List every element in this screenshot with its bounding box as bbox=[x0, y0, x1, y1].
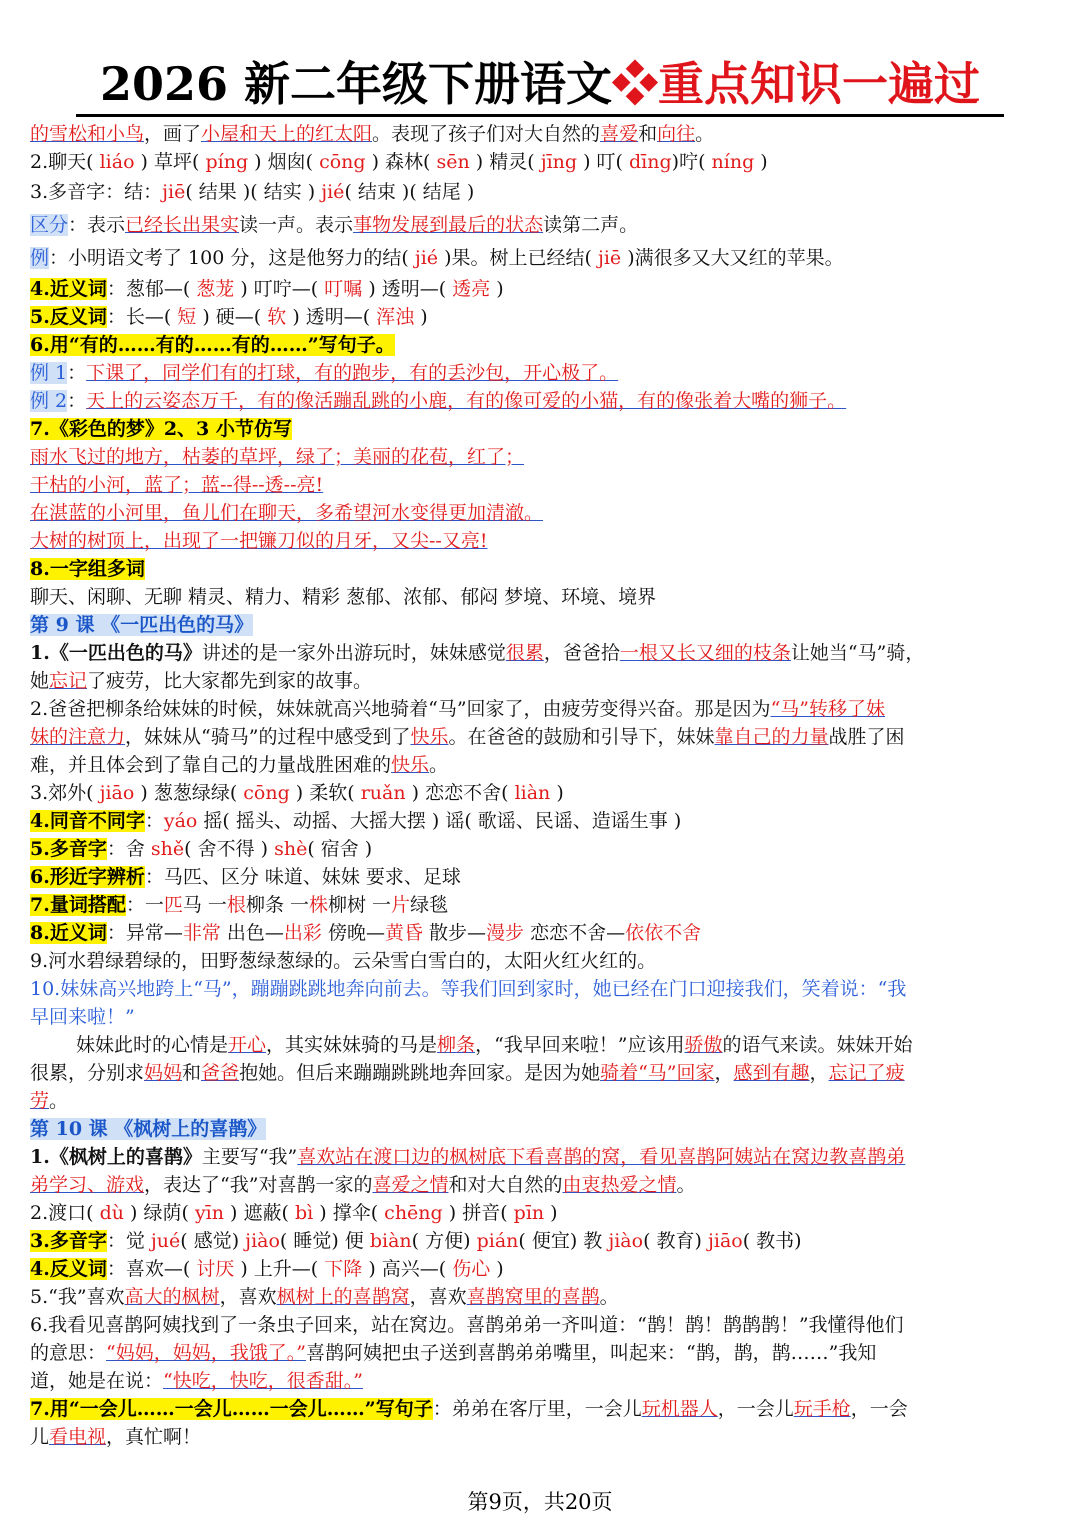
answer-text: 骑着“马”回家 bbox=[600, 1062, 715, 1084]
text-span: 抱她。但后来蹦蹦跳跳地奔回家。是因为她 bbox=[239, 1062, 601, 1084]
text-span: 3.多音字：结： bbox=[30, 181, 163, 203]
title-main: 2026 新二年级下册语文 bbox=[99, 57, 613, 111]
answer-text: jiē bbox=[162, 181, 186, 203]
document-body bbox=[30, 120, 1052, 1451]
answer-text: 下课了，同学们有的打球，有的跑步，有的丢沙包，开心极了。 bbox=[86, 362, 619, 384]
text-span: ： bbox=[67, 362, 87, 384]
answer-text: jué bbox=[150, 1230, 181, 1252]
answer-text: 喜欢站在渡口边的枫树底下看喜鹊的窝，看见喜鹊阿姨站在窝边教喜鹊弟 bbox=[297, 1146, 906, 1168]
text-line bbox=[30, 919, 1052, 947]
text-line bbox=[30, 148, 1052, 176]
text-span: 出色— bbox=[220, 922, 284, 944]
answer-text: cōng bbox=[319, 151, 366, 173]
answer-text: 小屋和天上的红太阳 bbox=[201, 123, 373, 145]
text-span: )满很多又大又红的苹果。 bbox=[621, 247, 844, 269]
text-line bbox=[30, 891, 1052, 919]
text-span: ) 恋恋不舍( bbox=[405, 782, 515, 804]
answer-text: 黄昏 bbox=[384, 922, 423, 944]
text-span: ， bbox=[714, 1062, 734, 1084]
text-span: ：表示 bbox=[68, 214, 126, 236]
text-span: ) 绿荫( bbox=[124, 1202, 195, 1224]
section-heading: 4.同音不同字 bbox=[30, 810, 145, 832]
text-line bbox=[30, 835, 1052, 863]
text-span: 和对大自然的 bbox=[448, 1174, 563, 1196]
text-span: ( 舍不得 ) bbox=[184, 838, 275, 860]
answer-text: 弟学习、游戏 bbox=[30, 1174, 145, 1196]
text-span: ( 便宜) 教 bbox=[518, 1230, 609, 1252]
section-heading: 6.用“有的……有的……有的……”写句子。 bbox=[30, 334, 395, 356]
text-line bbox=[30, 639, 1052, 667]
answer-text: pīn bbox=[513, 1202, 545, 1224]
answer-text: jiē bbox=[597, 247, 622, 269]
text-span: ) 透明—( bbox=[286, 306, 377, 328]
answer-text: 很累 bbox=[505, 642, 544, 664]
answer-text: 快乐 bbox=[410, 726, 449, 748]
text-span: 9.河水碧绿碧绿的，田野葱绿葱绿的。云朵雪白雪白的，太阳火红火红的。 bbox=[30, 950, 657, 972]
answer-text: 例 2 bbox=[30, 390, 68, 412]
answer-text: 喜鹊窝里的喜鹊 bbox=[466, 1286, 600, 1308]
answer-text: 喜爱之情 bbox=[372, 1174, 449, 1196]
text-line bbox=[30, 275, 1052, 303]
answer-text: 例 1 bbox=[30, 362, 68, 384]
text-line bbox=[30, 1171, 1052, 1199]
answer-text: 伤心 bbox=[452, 1258, 491, 1280]
text-span: ：小明语文考了 100 分，这是他努力的结( bbox=[49, 247, 415, 269]
text-line bbox=[30, 1283, 1052, 1311]
text-span: 聊天、闲聊、无聊 精灵、精力、精彩 葱郁、浓郁、郁闷 梦境、环境、境界 bbox=[30, 586, 657, 608]
answer-text: bì bbox=[294, 1202, 314, 1224]
text-span: ，表达了“我”对喜鹊一家的 bbox=[144, 1174, 373, 1196]
text-line bbox=[30, 120, 1052, 148]
text-span: ( 方便) bbox=[411, 1230, 477, 1252]
text-span: ) 高兴—( bbox=[362, 1258, 453, 1280]
answer-text: 软 bbox=[267, 306, 287, 328]
text-line bbox=[30, 975, 1052, 1003]
text-span: 妹妹此时的心情是 bbox=[76, 1034, 229, 1056]
answer-text: jié bbox=[321, 181, 345, 203]
answer-text: 区分 bbox=[30, 214, 69, 236]
answer-text: 在湛蓝的小河里，鱼儿们在聊天，多希望河水变得更加清澈。 bbox=[30, 502, 544, 524]
text-line bbox=[30, 387, 1052, 415]
text-span: ：一 bbox=[125, 894, 164, 916]
text-line bbox=[30, 209, 1052, 242]
text-span: ，喜欢 bbox=[409, 1286, 467, 1308]
text-line bbox=[30, 499, 1052, 527]
text-line bbox=[30, 1115, 1052, 1143]
text-line bbox=[30, 331, 1052, 359]
answer-text: 骄傲 bbox=[684, 1034, 723, 1056]
text-span: ：舍 bbox=[106, 838, 151, 860]
answer-text: 天上的云姿态万千，有的像活蹦乱跳的小鹿，有的像可爱的小猫，有的像张着大嘴的狮子。 bbox=[86, 390, 847, 412]
section-heading: 4.反义词 bbox=[30, 1258, 107, 1280]
text-span: 。 bbox=[676, 1174, 696, 1196]
text-span: ( 教育) bbox=[643, 1230, 708, 1252]
answer-text: chēng bbox=[384, 1202, 443, 1224]
text-span: ：弟弟在客厅里，一会儿 bbox=[432, 1398, 642, 1420]
answer-text: 10.妹妹高兴地跨上“马”，蹦蹦跳跳地奔向前去。等我们回到家时，她已经在门口迎接我们，笑着说：“我 bbox=[30, 978, 907, 1000]
text-span: ，妹妹从“骑马”的过程中感受到了 bbox=[125, 726, 411, 748]
answer-text: yáo bbox=[163, 810, 198, 832]
text-span: 。 bbox=[695, 123, 715, 145]
answer-text: 下降 bbox=[324, 1258, 363, 1280]
text-span: ( 睡觉) 便 bbox=[279, 1230, 370, 1252]
text-span: 读一声。表示 bbox=[239, 214, 354, 236]
text-span: ) 硬—( bbox=[196, 306, 268, 328]
answer-text: yīn bbox=[194, 1202, 225, 1224]
section-heading: 5.反义词 bbox=[30, 306, 107, 328]
text-line bbox=[30, 527, 1052, 555]
answer-text: 看电视 bbox=[49, 1426, 107, 1448]
answer-text: jīng bbox=[540, 151, 578, 173]
section-heading: 第 10 课 《枫树上的喜鹊》 bbox=[30, 1118, 267, 1140]
answer-text: ruǎn bbox=[360, 782, 406, 804]
answer-text: 忘记 bbox=[49, 670, 88, 692]
text-line bbox=[30, 1395, 1052, 1423]
answer-text: 靠自己的力量 bbox=[714, 726, 829, 748]
text-span: ( 结束 )( 结尾 ) bbox=[344, 181, 475, 203]
text-span: 儿 bbox=[30, 1426, 50, 1448]
answer-text: 叮嘱 bbox=[324, 278, 363, 300]
text-span: ) 烟囱( bbox=[248, 151, 320, 173]
text-span: ) 透明—( bbox=[362, 278, 453, 300]
text-span: ) 拼音( bbox=[442, 1202, 514, 1224]
text-line bbox=[30, 779, 1052, 807]
answer-text: 短 bbox=[177, 306, 197, 328]
answer-text: 漫步 bbox=[486, 922, 525, 944]
diamond-icon: ❖ bbox=[612, 57, 659, 111]
text-line bbox=[30, 1227, 1052, 1255]
text-span: ) 叮咛—( bbox=[234, 278, 325, 300]
answer-text: 葱茏 bbox=[196, 278, 235, 300]
answer-text: píng bbox=[205, 151, 249, 173]
answer-text: 雨水飞过的地方，枯萎的草坪，绿了；美丽的花苞，红了； bbox=[30, 446, 525, 468]
text-line bbox=[30, 667, 1052, 695]
answer-text: 匹 bbox=[163, 894, 183, 916]
section-heading: 第 9 课 《一匹出色的马》 bbox=[30, 614, 254, 636]
answer-text: 感到有趣 bbox=[733, 1062, 810, 1084]
section-heading: 3.多音字 bbox=[30, 1230, 107, 1252]
text-span: ) 柔软( bbox=[289, 782, 361, 804]
text-span: ) bbox=[544, 1202, 558, 1224]
text-span: 主要写“我” bbox=[201, 1146, 298, 1168]
text-span: 的语气来读。妹妹开始 bbox=[722, 1034, 913, 1056]
answer-text: 柳条 bbox=[437, 1034, 476, 1056]
text-span: ) bbox=[754, 151, 768, 173]
text-span: 。在爸爸的鼓励和引导下，妹妹 bbox=[448, 726, 715, 748]
section-heading: 4.近义词 bbox=[30, 278, 107, 300]
text-span: 恋恋不舍— bbox=[524, 922, 626, 944]
text-span: ： bbox=[67, 390, 87, 412]
answer-text: 开心 bbox=[228, 1034, 267, 1056]
text-line bbox=[30, 176, 1052, 209]
title-highlight: 重点知识一遍过 bbox=[658, 57, 981, 111]
answer-text: 喜爱 bbox=[600, 123, 639, 145]
text-line bbox=[30, 1367, 1052, 1395]
answer-text: 忘记了疲 bbox=[828, 1062, 905, 1084]
answer-text: 出彩 bbox=[283, 922, 322, 944]
title-divider bbox=[76, 114, 1004, 117]
answer-text: jiāo bbox=[707, 1230, 743, 1252]
text-line bbox=[30, 555, 1052, 583]
answer-text: 劳 bbox=[30, 1090, 50, 1112]
answer-text: 非常 bbox=[182, 922, 221, 944]
text-span: 散步— bbox=[423, 922, 487, 944]
text-span: ：长—( bbox=[106, 306, 178, 328]
answer-text: jiào bbox=[608, 1230, 644, 1252]
text-span: ) 上升—( bbox=[234, 1258, 325, 1280]
text-span: ) bbox=[490, 278, 504, 300]
answer-text: dīng bbox=[629, 151, 672, 173]
text-line bbox=[30, 359, 1052, 387]
answer-text: 高大的枫树 bbox=[124, 1286, 220, 1308]
text-span: 3.郊外( bbox=[30, 782, 100, 804]
answer-text: 株 bbox=[308, 894, 328, 916]
answer-text: liàn bbox=[514, 782, 551, 804]
section-heading: 5.多音字 bbox=[30, 838, 107, 860]
answer-text: 的雪松和小鸟 bbox=[30, 123, 145, 145]
text-span: ( 宿舍 ) bbox=[307, 838, 373, 860]
text-span: ，“我早回来啦！”应该用 bbox=[475, 1034, 685, 1056]
text-span: 战胜了困 bbox=[828, 726, 905, 748]
text-line bbox=[30, 1143, 1052, 1171]
text-span: ：马匹、区分 味道、妹妹 要求、足球 bbox=[144, 866, 461, 888]
text-span: ，喜欢 bbox=[219, 1286, 277, 1308]
text-span: 喜鹊阿姨把虫子送到喜鹊弟弟嘴里，叫起来：“鹊，鹊，鹊……”我知 bbox=[305, 1342, 877, 1364]
text-line bbox=[30, 1199, 1052, 1227]
text-span: ( 结果 )( 结实 ) bbox=[185, 181, 322, 203]
text-span: 。表现了孩子们对大自然的 bbox=[372, 123, 601, 145]
answer-text: jié bbox=[414, 247, 439, 269]
text-span: 马 一 bbox=[182, 894, 227, 916]
text-line bbox=[30, 863, 1052, 891]
answer-text: 早回来啦！” bbox=[30, 1006, 135, 1028]
text-line bbox=[30, 807, 1052, 835]
text-span: ) 遮蔽( bbox=[224, 1202, 295, 1224]
text-span: 了疲劳，比大家都先到家的故事。 bbox=[87, 670, 373, 692]
answer-text: 玩机器人 bbox=[641, 1398, 718, 1420]
text-span: 。 bbox=[429, 754, 449, 776]
text-span: ) 葱葱绿绿( bbox=[134, 782, 244, 804]
answer-text: sēn bbox=[436, 151, 470, 173]
answer-text: pián bbox=[476, 1230, 519, 1252]
text-span: ) bbox=[490, 1258, 504, 1280]
text-span: ：觉 bbox=[106, 1230, 151, 1252]
text-span: 5.“我”喜欢 bbox=[30, 1286, 125, 1308]
text-line bbox=[30, 303, 1052, 331]
text-line bbox=[30, 443, 1052, 471]
text-span: 和 bbox=[182, 1062, 202, 1084]
text-span: 难，并且体会到了靠自己的力量战胜困难的 bbox=[30, 754, 392, 776]
answer-text: 爸爸 bbox=[201, 1062, 240, 1084]
text-span: )咛( bbox=[671, 151, 712, 173]
text-line bbox=[30, 1255, 1052, 1283]
text-span: 绿毯 bbox=[410, 894, 449, 916]
answer-text: jiào bbox=[245, 1230, 280, 1252]
answer-text: 一根又长又细的枝条 bbox=[619, 642, 791, 664]
text-span: ( 教书) bbox=[742, 1230, 802, 1252]
text-line bbox=[30, 1003, 1052, 1031]
page-title bbox=[0, 52, 1080, 116]
text-span: ，真忙啊！ bbox=[106, 1426, 202, 1448]
answer-text: 干枯的小河，蓝了；蓝--得--透--亮! bbox=[30, 474, 324, 496]
text-line bbox=[30, 1311, 1052, 1339]
text-span: ) 森林( bbox=[365, 151, 437, 173]
text-span: ) bbox=[414, 306, 428, 328]
section-heading: 7.用“一会儿……一会儿……一会儿……”写句子 bbox=[30, 1398, 433, 1420]
answer-text: dù bbox=[99, 1202, 124, 1224]
text-line bbox=[30, 611, 1052, 639]
text-span: ) 草坪( bbox=[134, 151, 206, 173]
text-line bbox=[30, 723, 1052, 751]
answer-text: 透亮 bbox=[452, 278, 491, 300]
text-span: 让她当“马”骑， bbox=[790, 642, 925, 664]
text-span: ) bbox=[550, 782, 564, 804]
answer-text: 枫树上的喜鹊窝 bbox=[276, 1286, 410, 1308]
section-heading: 8.近义词 bbox=[30, 922, 107, 944]
text-span: ，一会 bbox=[850, 1398, 908, 1420]
answer-text: 例 bbox=[30, 247, 50, 269]
text-span: )果。树上已经结( bbox=[438, 247, 598, 269]
answer-text: cōng bbox=[243, 782, 290, 804]
text-line bbox=[30, 1423, 1052, 1451]
answer-text: shè bbox=[274, 838, 308, 860]
text-span: 。 bbox=[49, 1090, 69, 1112]
text-span: ) 精灵( bbox=[469, 151, 541, 173]
answer-text: liáo bbox=[99, 151, 135, 173]
answer-text: 向往 bbox=[657, 123, 696, 145]
answer-text: 1.《一匹出色的马》 bbox=[30, 642, 202, 664]
text-span: ： bbox=[144, 810, 164, 832]
answer-text: 事物发展到最后的状态 bbox=[353, 214, 544, 236]
text-line bbox=[30, 583, 1052, 611]
answer-text: 片 bbox=[391, 894, 411, 916]
answer-text: “马”转移了妹 bbox=[770, 698, 885, 720]
answer-text: 讨厌 bbox=[196, 1258, 235, 1280]
text-line bbox=[30, 751, 1052, 779]
section-heading: 7.《彩色的梦》2、3 小节仿写 bbox=[30, 418, 292, 440]
text-span: ：葱郁—( bbox=[106, 278, 197, 300]
section-heading: 8.一字组多词 bbox=[30, 558, 145, 580]
page-footer: 第9页，共20页 bbox=[467, 1490, 613, 1514]
answer-text: 已经长出果实 bbox=[125, 214, 240, 236]
text-span: 傍晚— bbox=[321, 922, 385, 944]
text-line bbox=[30, 242, 1052, 275]
answer-text: 浑浊 bbox=[376, 306, 415, 328]
answer-text: 根 bbox=[226, 894, 246, 916]
section-heading: 7.量词搭配 bbox=[30, 894, 126, 916]
text-line bbox=[30, 415, 1052, 443]
section-heading: 6.形近字辨析 bbox=[30, 866, 145, 888]
answer-text: 1.《枫树上的喜鹊》 bbox=[30, 1146, 202, 1168]
text-line bbox=[30, 1059, 1052, 1087]
text-span: 的意思： bbox=[30, 1342, 107, 1364]
text-span: 2.爸爸把柳条给妹妹的时候，妹妹就高兴地骑着“马”回家了，由疲劳变得兴奋。那是因为 bbox=[30, 698, 771, 720]
text-span: 讲述的是一家外出游玩时，妹妹感觉 bbox=[201, 642, 506, 664]
answer-text: 玩手枪 bbox=[793, 1398, 851, 1420]
answer-text: 快乐 bbox=[391, 754, 430, 776]
text-span: ) 撑伞( bbox=[313, 1202, 385, 1224]
text-span: ( 感觉) bbox=[180, 1230, 246, 1252]
text-span: ， bbox=[809, 1062, 829, 1084]
text-span: 柳树 一 bbox=[328, 894, 392, 916]
text-span: ，爸爸拾 bbox=[543, 642, 620, 664]
text-line bbox=[30, 1339, 1052, 1367]
answer-text: 大树的树顶上，出现了一把镰刀似的月牙，又尖--又亮! bbox=[30, 530, 488, 552]
answer-text: “快吃，快吃，很香甜。” bbox=[163, 1370, 363, 1392]
answer-text: jiāo bbox=[99, 782, 135, 804]
answer-text: 由衷热爱之情 bbox=[562, 1174, 677, 1196]
text-span: ：异常— bbox=[106, 922, 183, 944]
text-span: ：喜欢—( bbox=[106, 1258, 197, 1280]
text-line bbox=[30, 695, 1052, 723]
text-line bbox=[30, 1031, 1052, 1059]
text-span: ，其实妹妹骑的马是 bbox=[266, 1034, 438, 1056]
answer-text: shě bbox=[150, 838, 185, 860]
text-span: ，一会儿 bbox=[717, 1398, 794, 1420]
text-span: 她 bbox=[30, 670, 50, 692]
text-span: ，画了 bbox=[144, 123, 202, 145]
answer-text: 依依不舍 bbox=[625, 922, 702, 944]
text-span: 读第二声。 bbox=[543, 214, 639, 236]
text-span: 很累，分别求 bbox=[30, 1062, 145, 1084]
text-span: 道，她是在说： bbox=[30, 1370, 164, 1392]
text-span: 柳条 一 bbox=[245, 894, 309, 916]
answer-text: níng bbox=[711, 151, 755, 173]
text-span: 摇( 摇头、动摇、大摇大摆 ) 谣( 歌谣、民谣、造谣生事 ) bbox=[197, 810, 682, 832]
text-span: 和 bbox=[638, 123, 658, 145]
text-span: 。 bbox=[599, 1286, 619, 1308]
text-line bbox=[30, 471, 1052, 499]
text-span: 2.聊天( bbox=[30, 151, 100, 173]
text-span: 2.渡口( bbox=[30, 1202, 100, 1224]
text-span: 6.我看见喜鹊阿姨找到了一条虫子回来，站在窝边。喜鹊弟弟一齐叫道：“鹊！鹊！鹊鹊鹊！”我懂得他们 bbox=[30, 1314, 904, 1336]
answer-text: “妈妈，妈妈，我饿了。” bbox=[106, 1342, 306, 1364]
answer-text: 妹的注意力 bbox=[30, 726, 126, 748]
answer-text: biàn bbox=[369, 1230, 412, 1252]
text-line bbox=[30, 1087, 1052, 1115]
text-line bbox=[30, 947, 1052, 975]
answer-text: 妈妈 bbox=[144, 1062, 183, 1084]
text-span: ) 叮( bbox=[577, 151, 630, 173]
